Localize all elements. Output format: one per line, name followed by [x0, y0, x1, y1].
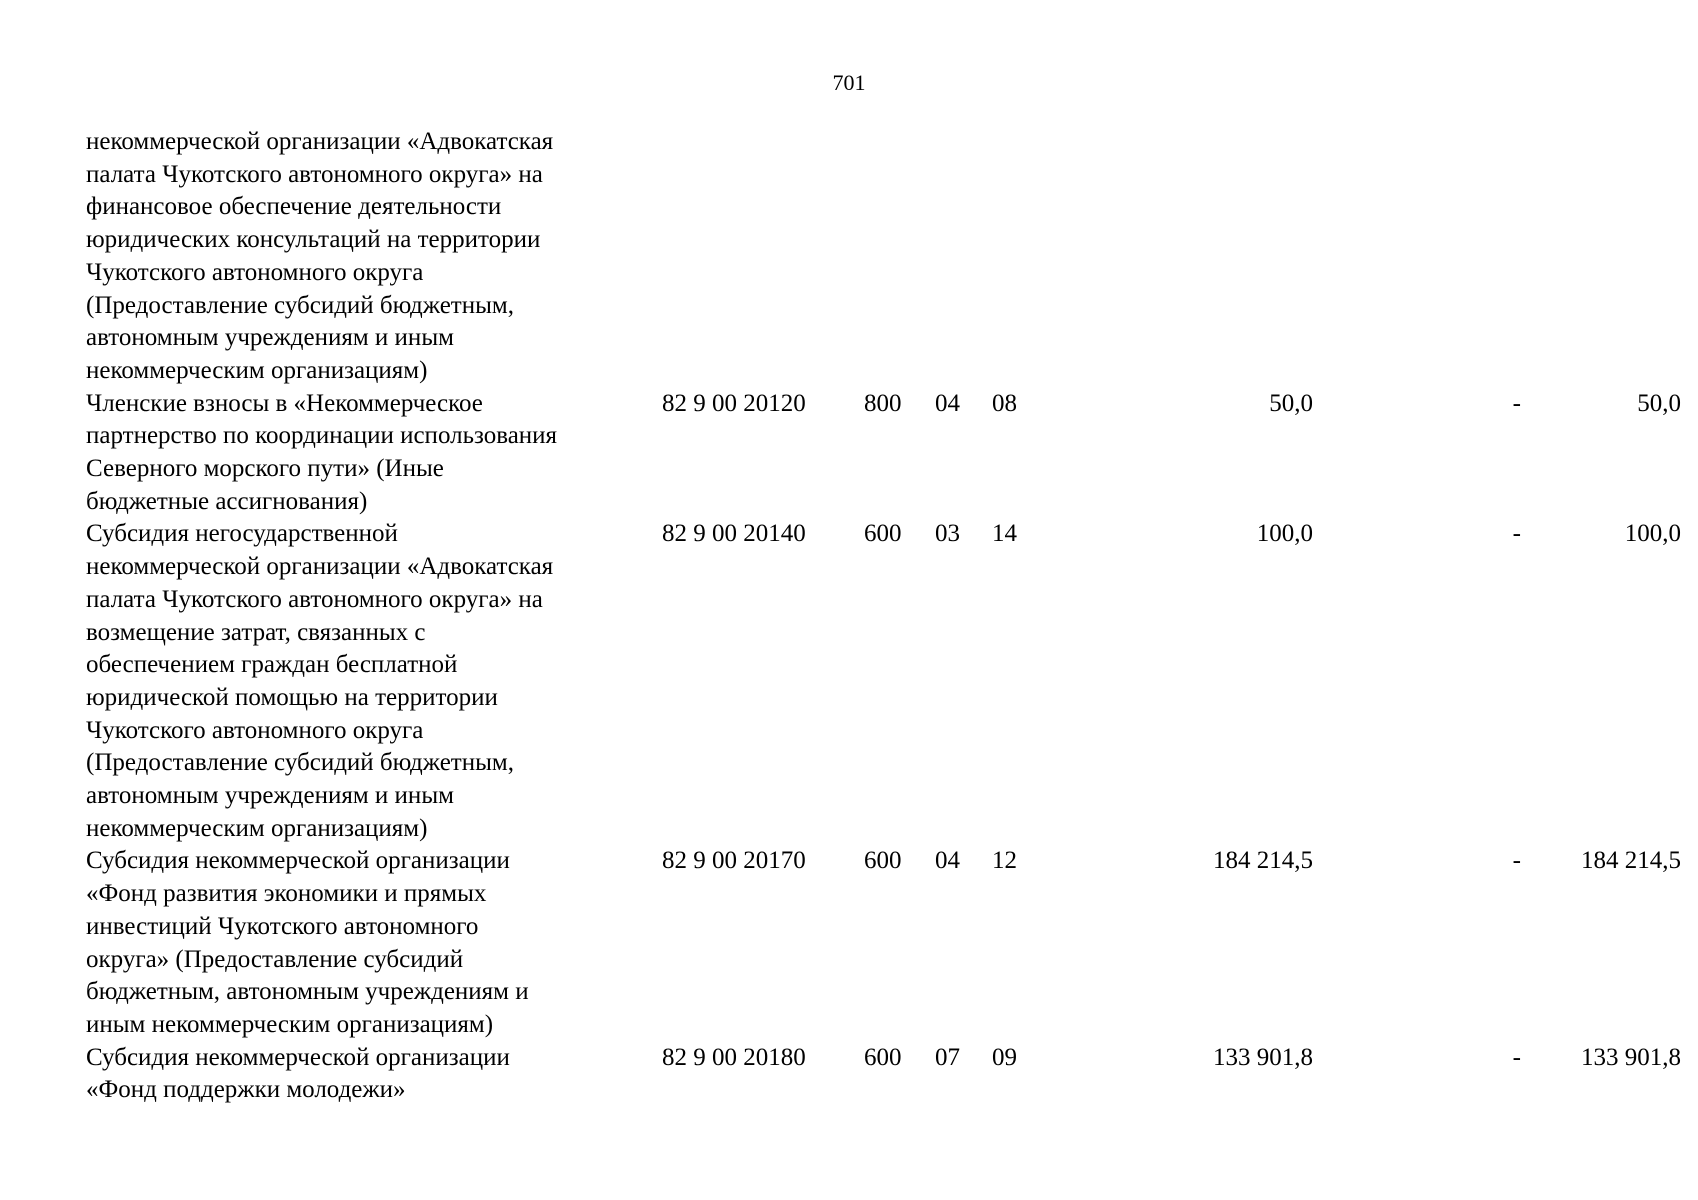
table-row — [86, 518, 1681, 845]
row-subsection: 14 — [992, 520, 1017, 548]
row-sum-1 — [1066, 126, 1313, 388]
row-sum-1: 133 901,8 — [1213, 1043, 1313, 1071]
row-sum-3: 50,0 — [1637, 389, 1681, 417]
table-row — [86, 126, 1681, 388]
row-name: некоммерческой организации «Адвокатская палата Чукотского автономного округа» на финансовое обеспечение деятельности юридических консультаций на территории Чукотского автономного округа (Предоставление субсидий бюджетным, автономным учреждениям и иным некоммерческим организациям) — [86, 128, 554, 384]
row-section: 03 — [935, 520, 960, 548]
row-name: Членские взносы в «Некоммерческое партнерство по координации использования Северного морского пути» (Иные бюджетные ассигнования) — [86, 389, 558, 515]
row-sum-2: - — [1512, 1043, 1521, 1071]
table-row — [86, 845, 1681, 1041]
row-target-code: 82 9 00 20180 — [662, 1043, 806, 1071]
row-expense-type: 600 — [864, 847, 902, 875]
row-section — [935, 126, 992, 388]
table-row — [86, 388, 1681, 519]
row-subsection: 08 — [992, 389, 1017, 417]
row-sum-1: 100,0 — [1256, 520, 1313, 548]
row-expense-type: 600 — [864, 520, 902, 548]
row-sum-1: 184 214,5 — [1213, 847, 1313, 875]
row-sum-3: 133 901,8 — [1581, 1043, 1681, 1071]
row-sum-2 — [1313, 126, 1521, 388]
row-section: 04 — [935, 847, 960, 875]
row-sum-3: 100,0 — [1624, 520, 1681, 548]
page-number: 701 — [832, 70, 866, 95]
row-sum-2: - — [1512, 847, 1521, 875]
row-name: Субсидия негосударственной некоммерческой организации «Адвокатская палата Чукотского автономного округа» на возмещение затрат, связанных с обеспечением граждан бесплатной юридической помощью на территории Чукотского автономного округа (Предоставление субсидий бюджетным, автономным учреждениям и иным некоммерческим организациям) — [86, 520, 554, 842]
row-section: 07 — [935, 1043, 960, 1071]
row-name: Субсидия некоммерческой организации «Фонд поддержки молодежи» — [86, 1043, 510, 1104]
row-target-code: 82 9 00 20170 — [662, 847, 806, 875]
row-sum-2: - — [1512, 520, 1521, 548]
row-section: 04 — [935, 389, 960, 417]
row-sum-3: 184 214,5 — [1581, 847, 1681, 875]
row-sum-3 — [1521, 126, 1681, 388]
row-sum-2: - — [1512, 389, 1521, 417]
row-subsection: 09 — [992, 1043, 1017, 1071]
row-target-code — [657, 126, 864, 388]
row-subsection: 12 — [992, 847, 1017, 875]
row-name: Субсидия некоммерческой организации «Фонд развития экономики и прямых инвестиций Чукотского автономного округа» (Предоставление субсидий бюджетным, автономным учреждениям и иным некоммерческим организациям) — [86, 847, 529, 1038]
row-subsection — [992, 126, 1066, 388]
row-target-code: 82 9 00 20120 — [662, 389, 806, 417]
row-expense-type — [864, 126, 935, 388]
row-target-code: 82 9 00 20140 — [662, 520, 806, 548]
budget-table — [86, 126, 1681, 1107]
row-expense-type: 600 — [864, 1043, 902, 1071]
table-row — [86, 1042, 1681, 1107]
row-sum-1: 50,0 — [1269, 389, 1313, 417]
row-expense-type: 800 — [864, 389, 902, 417]
